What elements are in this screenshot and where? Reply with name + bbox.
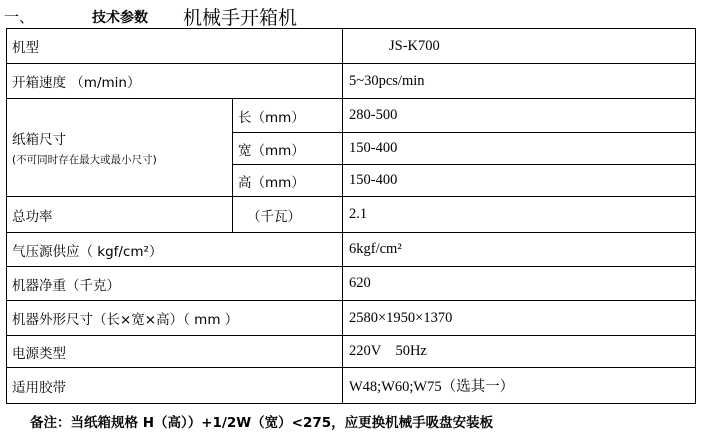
weight-value: 620 — [343, 267, 696, 301]
section-number: 一、 — [4, 8, 35, 26]
power-unit: （千瓦） — [233, 197, 343, 233]
power-label: 总功率 — [7, 197, 233, 233]
model-label: 机型 — [7, 29, 343, 64]
box-length-value: 280-500 — [343, 99, 696, 133]
power-value: 2.1 — [343, 197, 696, 233]
power-type-value: 220V 50Hz — [343, 336, 696, 368]
box-height-value: 150-400 — [343, 165, 696, 197]
section-heading — [0, 2, 705, 28]
table-row-power — [7, 197, 696, 233]
speed-label: 开箱速度 （m/min） — [7, 64, 343, 99]
box-height-label: 高（mm） — [233, 165, 343, 197]
spec-table — [6, 28, 696, 404]
section-label: 技术参数 — [92, 10, 148, 26]
table-row-power-type — [7, 336, 696, 368]
table-row-box-length — [7, 99, 696, 133]
box-size-label: 纸箱尺寸 — [12, 132, 66, 148]
box-width-value: 150-400 — [343, 133, 696, 165]
speed-value: 5~30pcs/min — [343, 64, 696, 99]
dimensions-label: 机器外形尺寸（长×宽×高）（ mm ） — [7, 301, 343, 336]
table-row-dimensions — [7, 301, 696, 336]
power-type-label: 电源类型 — [7, 336, 343, 368]
box-width-label: 宽（mm） — [233, 133, 343, 165]
table-row-model — [7, 29, 696, 64]
box-size-note: (不可同时存在最大或最小尺寸) — [12, 154, 157, 166]
table-row-tape — [7, 368, 696, 404]
table-row-weight — [7, 267, 696, 301]
weight-label: 机器净重（千克） — [7, 267, 343, 301]
box-length-label: 长（mm） — [233, 99, 343, 133]
box-size-cell — [7, 99, 233, 197]
table-row-air — [7, 233, 696, 267]
model-value: JS-K700 — [343, 29, 696, 64]
tape-value: W48;W60;W75（选其一） — [343, 368, 696, 404]
page-title: 机械手开箱机 — [183, 7, 298, 29]
air-value: 6kgf/cm² — [343, 233, 696, 267]
air-label: 气压源供应（ kgf/cm²） — [7, 233, 343, 267]
tape-label: 适用胶带 — [7, 368, 343, 404]
footnote: 备注：当纸箱规格 H（高））+1/2W（宽）<275，应更换机械手吸盘安装板 — [30, 415, 494, 431]
table-row-speed — [7, 64, 696, 99]
dimensions-value: 2580×1950×1370 — [343, 301, 696, 336]
